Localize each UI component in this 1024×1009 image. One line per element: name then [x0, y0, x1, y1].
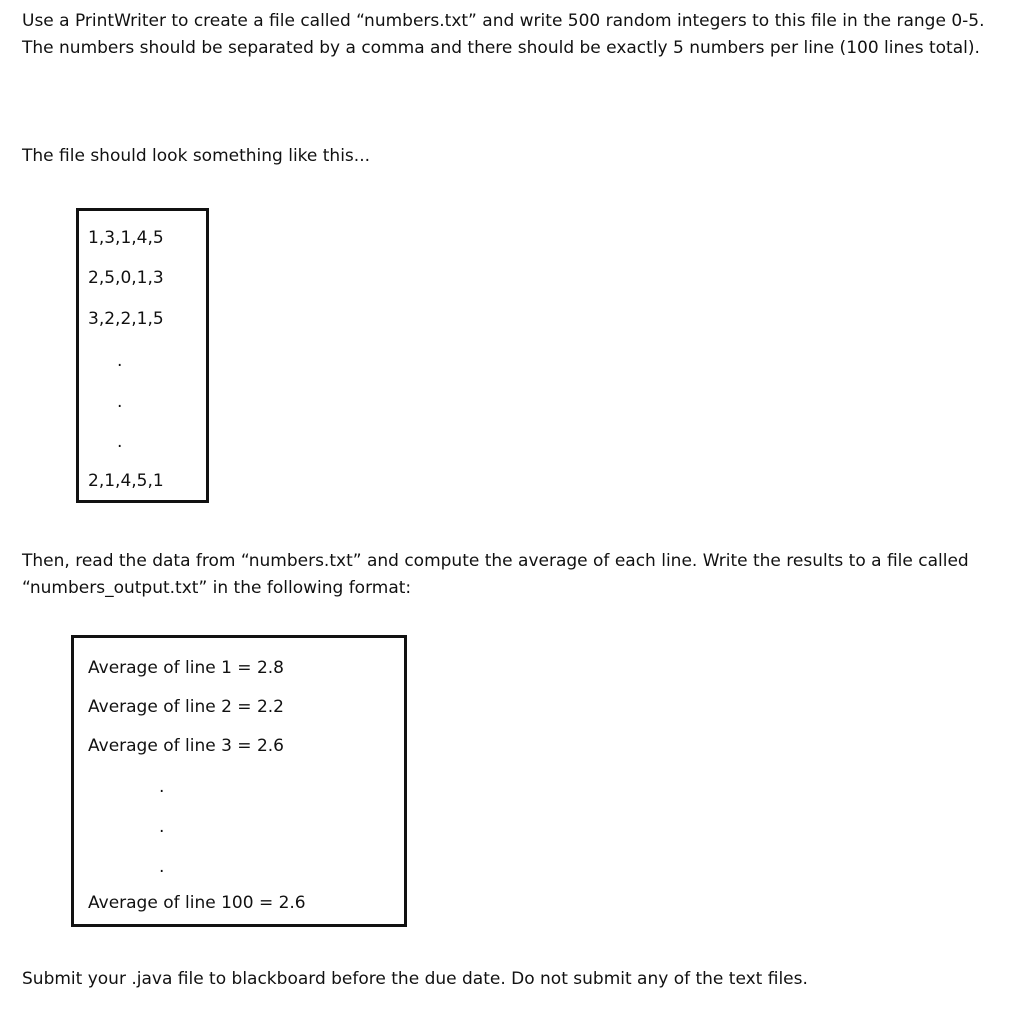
ellipsis-dot-2: .: [117, 392, 123, 412]
sample-line-3: 3,2,2,1,5: [88, 309, 164, 329]
example-caption: The file should look something like this...: [22, 146, 371, 166]
instructions-paragraph: Then, read the data from “numbers.txt” and compute the average of each line. Write the results to a file called “numbers_output.txt” in the following format:: [22, 551, 969, 598]
output-last-line: Average of line 100 = 2.6: [88, 893, 306, 913]
sample-last-line: 2,1,4,5,1: [88, 471, 164, 491]
output-line-1: Average of line 1 = 2.8: [88, 658, 284, 678]
ellipsis-dot-3: .: [117, 432, 123, 452]
output-ellipsis-dot-2: .: [159, 817, 165, 837]
ellipsis-dot-1: .: [117, 351, 123, 371]
submission-note: Submit your .java file to blackboard before the due date. Do not submit any of the text files.: [22, 969, 808, 989]
intro-paragraph: Use a PrintWriter to create a file called “numbers.txt” and write 500 random integers to this file in the range 0-5. The numbers should be separated by a comma and there should be exactly 5 numbers per line (100 lines total).: [22, 11, 985, 58]
sample-line-1: 1,3,1,4,5: [88, 228, 164, 248]
output-file-box: [71, 635, 407, 927]
output-ellipsis-dot-1: .: [159, 777, 165, 797]
output-line-3: Average of line 3 = 2.6: [88, 736, 284, 756]
output-ellipsis-dot-3: .: [159, 857, 165, 877]
sample-numbers-file-box: [76, 208, 209, 503]
output-line-2: Average of line 2 = 2.2: [88, 697, 284, 717]
sample-line-2: 2,5,0,1,3: [88, 268, 164, 288]
